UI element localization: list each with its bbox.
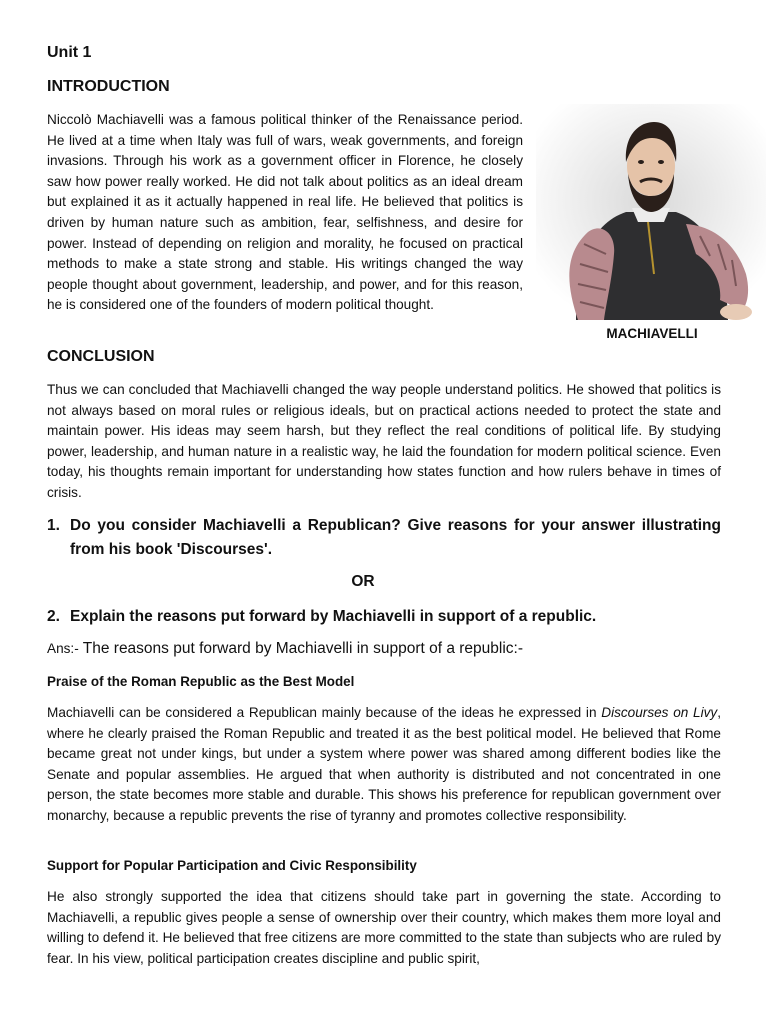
answer-intro — [47, 640, 523, 658]
introduction-paragraph: Niccolò Machiavelli was a famous political thinker of the Renaissance period. He lived at a time when Italy was full of wars, weak governments, and foreign invasions. Through his work as a government officer in Florence, he closely saw how power really worked. He did not talk about politics as an ideal dream but explained it as it actually happened in real life. He believed that politics is driven by human nature such as ambition, fear, selfishness, and desire for power. Instead of depending on religion and morality, he focused on practical methods to make a state strong and stable. His writings changed the way people thought about government, leadership, and power, and for this reason, he is considered one of the founders of modern political thought. — [47, 112, 523, 313]
answer-text: The reasons put forward by Machiavelli in support of a republic:- — [78, 640, 524, 657]
introduction-heading: INTRODUCTION — [47, 78, 170, 95]
unit-title: Unit 1 — [47, 44, 92, 61]
question-1-text: Do you consider Machiavelli a Republican? Give reasons for your answer illustrating from his book 'Discourses'. — [70, 517, 721, 558]
section-1-paragraph — [47, 703, 721, 827]
question-2-number: 2. — [47, 608, 60, 625]
question-2-text: Explain the reasons put forward by Machiavelli in support of a republic. — [70, 608, 597, 625]
section-2-heading: Support for Popular Participation and Civic Responsibility — [47, 858, 417, 873]
answer-label: Ans:- — [47, 641, 79, 656]
section-1-text-after: , where he clearly praised the Roman Republic and treated it as the best political model. He believed that Rome became great not under kings, but under a system where power was shared among different bodies like the Senate and popular assemblies. He argued that when authority is distributed and not concentrated in one person, the state becomes more stable and durable. This shows his preference for republican government over monarchy, because a republic prevents the rise of tyranny and promotes collective responsibility. — [47, 705, 721, 823]
or-separator: OR — [351, 573, 375, 590]
conclusion-heading: CONCLUSION — [47, 348, 155, 365]
section-1-text-before: Machiavelli can be considered a Republican mainly because of the ideas he expressed in — [47, 705, 602, 720]
section-2-paragraph: He also strongly supported the idea that citizens should take part in governing the state. According to Machiavelli, a republic gives people a sense of ownership over their country, which makes them more loyal and willing to defend it. He believed that free citizens are more committed to the state than subjects who are ruled by fear. In his view, political participation creates discipline and public spirit, — [47, 889, 721, 966]
question-2 — [47, 605, 721, 629]
machiavelli-portrait — [536, 104, 766, 320]
section-1-heading: Praise of the Roman Republic as the Best Model — [47, 674, 355, 689]
conclusion-paragraph: Thus we can concluded that Machiavelli changed the way people understand politics. He showed that politics is not always based on moral rules or religious ideals, but on practical actions needed to protect the state and maintain power. His ideas may seem harsh, but they reflect the real conditions of political life. By studying power, leadership, and human nature in a realistic way, he laid the foundation for modern political science. Even today, his thoughts remain important for understanding how states function and how rulers behave in times of crisis. — [47, 382, 721, 500]
portrait-caption: MACHIAVELLI — [606, 326, 698, 341]
question-1 — [47, 514, 721, 562]
discourses-title: Discourses on Livy — [601, 705, 718, 720]
question-1-number: 1. — [47, 517, 60, 534]
portrait-engraving-image — [536, 104, 766, 320]
